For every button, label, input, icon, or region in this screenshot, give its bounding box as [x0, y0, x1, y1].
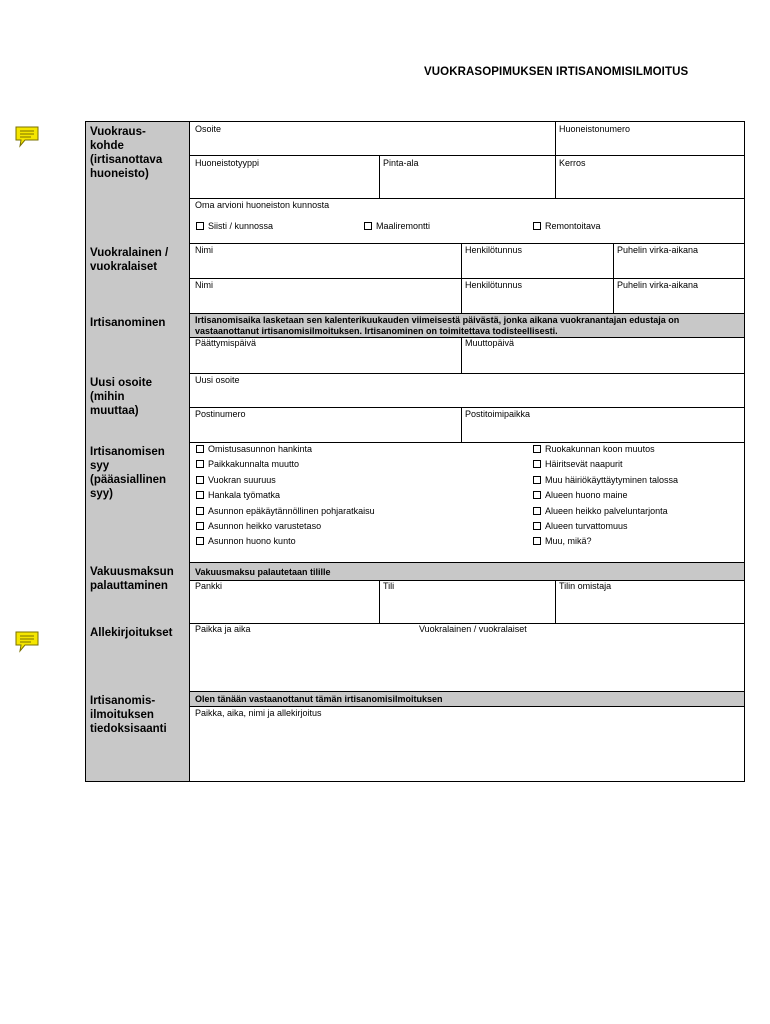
checkbox-icon[interactable] — [533, 491, 541, 499]
speech-note-icon[interactable] — [14, 125, 40, 149]
divider — [379, 580, 380, 623]
reason-checkbox[interactable] — [533, 444, 655, 455]
section-allekirjoitukset-header — [86, 623, 190, 691]
section-allekirjoitukset-label: Allekirjoitukset — [90, 627, 173, 639]
irtisanominen-info: Irtisanomisaika lasketaan sen kalenterikuukauden viimeisestä päivästä, jonka aikana vuokranantajan edustaja on vastaanottanut irtisanomisilmoituksen. Irtisanominen on toimitettava todisteellisesti. — [190, 314, 744, 337]
field-muuttopaiva[interactable]: Muuttopäivä — [465, 338, 515, 348]
section-uusi-osoite-label: Uusi osoite (mihin muuttaa) — [90, 377, 152, 417]
reason-label: Omistusasunnon hankinta — [208, 444, 313, 454]
reason-checkbox[interactable] — [533, 459, 623, 470]
field-tilin-omistaja[interactable]: Tilin omistaja — [559, 581, 612, 591]
field-puhelin-2[interactable]: Puhelin virka-aikana — [617, 280, 699, 290]
field-postitoimipaikka[interactable]: Postitoimipaikka — [465, 409, 531, 419]
reason-checkbox[interactable] — [533, 490, 628, 501]
section-vakuus-label: Vakuusmaksun palauttaminen — [90, 566, 174, 592]
reason-label: Asunnon epäkäytännöllinen pohjaratkaisu — [208, 505, 375, 516]
reason-checkbox[interactable] — [533, 506, 668, 517]
reason-label: Vuokran suuruus — [208, 474, 276, 485]
reason-checkbox[interactable] — [533, 475, 678, 486]
divider — [555, 155, 556, 198]
speech-note-icon[interactable] — [14, 630, 40, 654]
field-uusi-osoite[interactable]: Uusi osoite — [195, 375, 240, 385]
termination-form — [85, 121, 745, 782]
checkbox-icon[interactable] — [196, 460, 204, 468]
reason-checkbox[interactable] — [196, 536, 296, 547]
reason-checkbox[interactable] — [196, 475, 276, 486]
section-vuokralainen-header — [86, 243, 190, 313]
reason-label: Hankala työmatka — [208, 490, 281, 501]
field-paikka-ja-aika[interactable]: Paikka ja aika — [195, 624, 251, 634]
section-vakuus-header — [86, 562, 190, 623]
section-kohde-label: Vuokraus- kohde (irtisanottava huoneisto) — [90, 126, 163, 180]
divider — [190, 198, 744, 199]
field-puhelin-1[interactable]: Puhelin virka-aikana — [617, 245, 699, 255]
divider — [461, 407, 462, 442]
field-henkilotunnus-1[interactable]: Henkilötunnus — [465, 245, 523, 255]
checkbox-maaliremontti[interactable] — [364, 221, 430, 232]
divider — [379, 155, 380, 198]
option-label: Maaliremontti — [376, 221, 431, 231]
field-pinta-ala[interactable]: Pinta-ala — [383, 158, 419, 168]
reason-checkbox[interactable] — [533, 536, 592, 547]
reason-label: Paikkakunnalta muutto — [208, 459, 300, 470]
divider — [461, 337, 462, 373]
option-label: Remontoitava — [545, 221, 601, 231]
divider — [555, 122, 556, 155]
field-postinumero[interactable]: Postinumero — [195, 409, 246, 419]
checkbox-icon[interactable] — [196, 222, 204, 230]
field-nimi-1[interactable]: Nimi — [195, 245, 213, 255]
checkbox-icon[interactable] — [196, 507, 204, 515]
field-huoneistotyyppi[interactable]: Huoneistotyyppi — [195, 158, 260, 168]
reason-checkbox[interactable] — [533, 521, 628, 532]
checkbox-icon[interactable] — [196, 522, 204, 530]
checkbox-icon[interactable] — [533, 476, 541, 484]
checkbox-remontoitava[interactable] — [533, 221, 601, 232]
checkbox-icon[interactable] — [533, 537, 541, 545]
reason-checkbox[interactable] — [196, 459, 299, 470]
section-syy-label: Irtisanomisen syy (pääasiallinen syy) — [90, 446, 167, 500]
checkbox-icon[interactable] — [196, 537, 204, 545]
section-syy-header — [86, 442, 190, 562]
reason-label: Ruokakunnan koon muutos — [545, 444, 655, 454]
checkbox-siisti[interactable] — [196, 221, 273, 232]
section-irtisanominen-header — [86, 313, 190, 373]
field-vuokralainen-allekirjoitus[interactable]: Vuokralainen / vuokralaiset — [419, 624, 527, 634]
checkbox-icon[interactable] — [196, 445, 204, 453]
field-huoneistonumero[interactable]: Huoneistonumero — [559, 124, 631, 134]
divider — [190, 155, 744, 156]
checkbox-icon[interactable] — [533, 522, 541, 530]
checkbox-icon[interactable] — [196, 491, 204, 499]
field-osoite[interactable]: Osoite — [195, 124, 222, 134]
reason-label: Häiritsevät naapurit — [545, 459, 623, 470]
checkbox-icon[interactable] — [533, 460, 541, 468]
checkbox-icon[interactable] — [196, 476, 204, 484]
reason-label: Alueen huono maine — [545, 490, 628, 501]
field-henkilotunnus-2[interactable]: Henkilötunnus — [465, 280, 523, 290]
reason-checkbox[interactable] — [196, 506, 375, 517]
reason-label: Asunnon heikko varustetaso — [208, 521, 322, 531]
checkbox-icon[interactable] — [533, 507, 541, 515]
checkbox-icon[interactable] — [364, 222, 372, 230]
reason-label: Asunnon huono kunto — [208, 536, 296, 547]
field-arvio-label: Oma arvioni huoneiston kunnosta — [195, 200, 330, 210]
reason-label: Alueen heikko palveluntarjonta — [545, 505, 668, 516]
section-irtisanominen-label: Irtisanominen — [90, 317, 166, 329]
field-kerros[interactable]: Kerros — [559, 158, 586, 168]
field-pankki[interactable]: Pankki — [195, 581, 223, 591]
divider — [190, 278, 744, 279]
field-paattymispaiva[interactable]: Päättymispäivä — [195, 338, 257, 348]
field-nimi-2[interactable]: Nimi — [195, 280, 213, 290]
reason-checkbox[interactable] — [196, 490, 280, 501]
reason-checkbox[interactable] — [196, 521, 321, 532]
section-tiedoksisaanti-label: Irtisanomis- ilmoituksen tiedoksisaanti — [90, 695, 167, 735]
section-uusi-osoite-header — [86, 373, 190, 442]
divider — [190, 407, 744, 408]
divider — [190, 580, 744, 581]
field-tiedoksisaanti-allekirjoitus[interactable]: Paikka, aika, nimi ja allekirjoitus — [195, 708, 322, 718]
divider — [555, 580, 556, 623]
page-title: VUOKRASOPIMUKSEN IRTISANOMISILMOITUS — [424, 66, 689, 78]
tiedoksisaanti-info: Olen tänään vastaanottanut tämän irtisanomisilmoituksen — [190, 692, 744, 706]
checkbox-icon[interactable] — [533, 445, 541, 453]
section-vuokralainen-label: Vuokralainen / vuokralaiset — [90, 247, 169, 273]
reason-label: Muu häiriökäyttäytyminen talossa — [545, 474, 679, 485]
vakuus-info: Vakuusmaksu palautetaan tilille — [190, 563, 744, 580]
reason-label: Alueen turvattomuus — [545, 521, 628, 531]
section-kohde-header — [86, 122, 190, 243]
reason-label: Muu, mikä? — [545, 536, 592, 547]
divider — [190, 706, 744, 707]
option-label: Siisti / kunnossa — [208, 221, 274, 231]
reason-checkbox[interactable] — [196, 444, 312, 455]
section-tiedoksisaanti-header — [86, 691, 190, 781]
field-tili[interactable]: Tili — [383, 581, 395, 591]
checkbox-icon[interactable] — [533, 222, 541, 230]
